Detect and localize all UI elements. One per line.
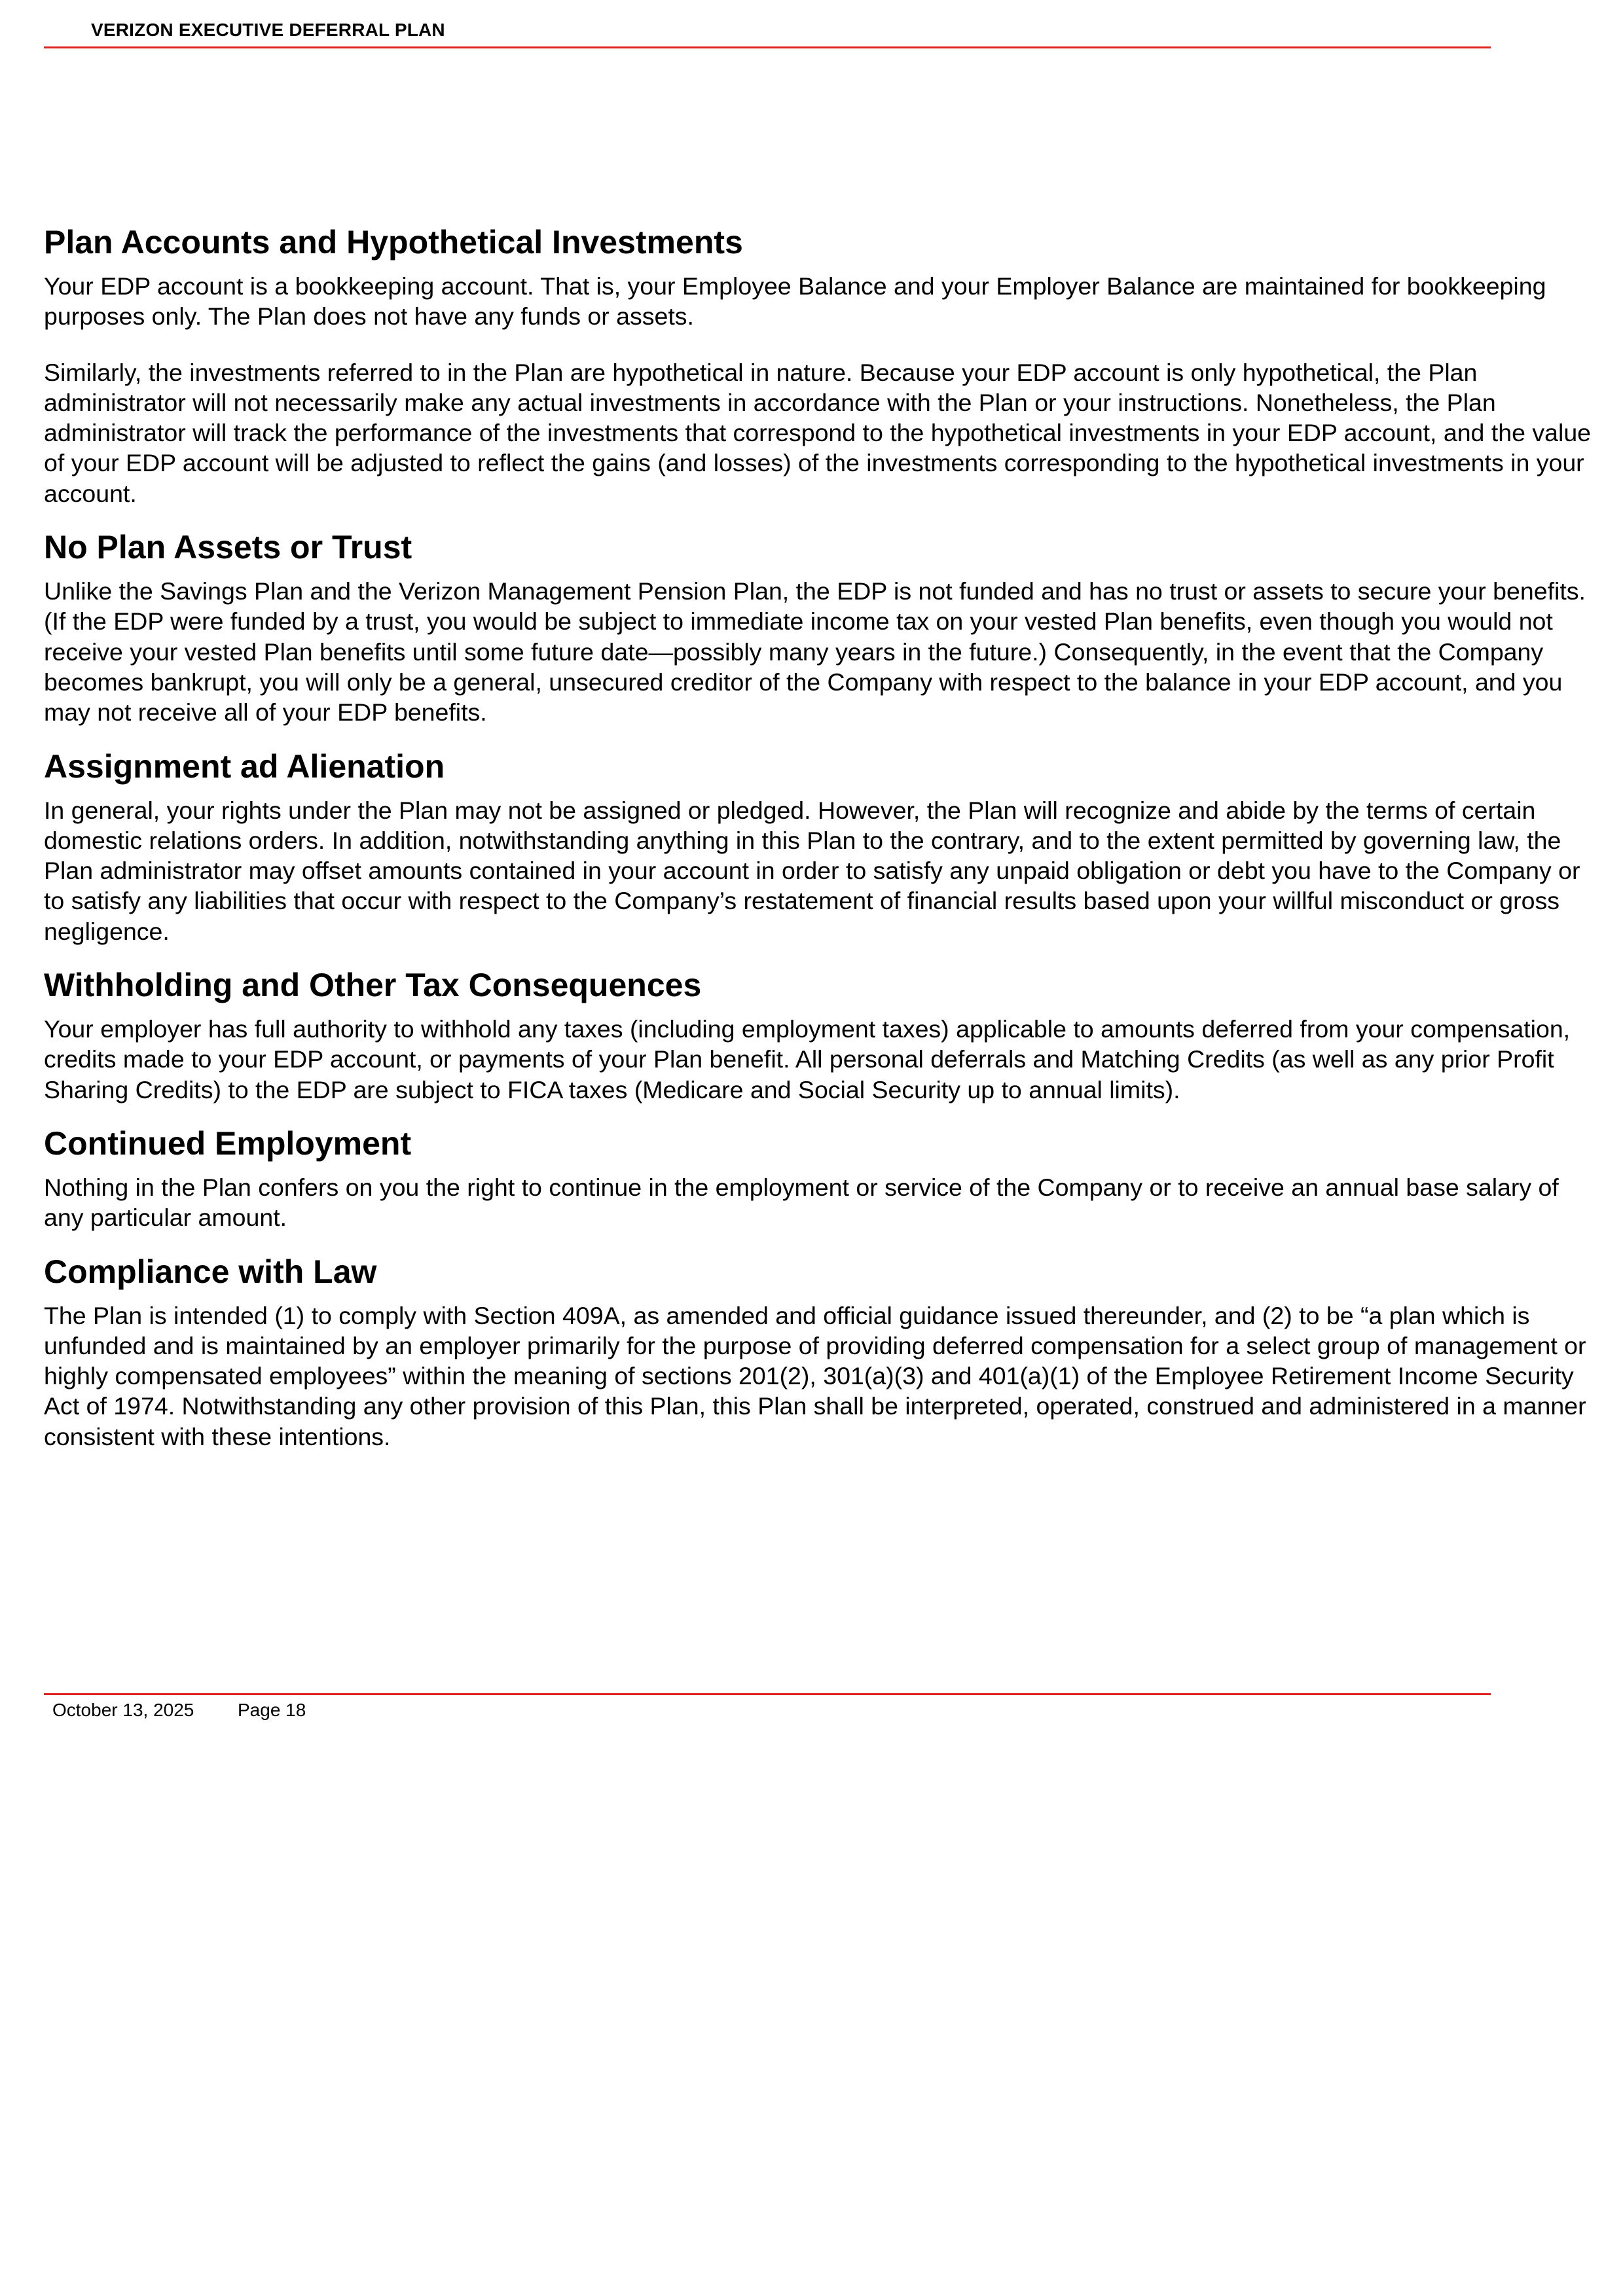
- section-heading: Continued Employment: [44, 1124, 412, 1162]
- section-plan-accounts: [44, 223, 1602, 509]
- paragraph: Your employer has full authority to withhold any taxes (including employment taxes) applicable to amounts deferred from your compensation, credits made to your EDP account, or payments of your Plan benefit. All personal deferrals and Matching Credits (as well as any prior Profit Sharing Credits) to the EDP are subject to FICA taxes (Medicare and Social Security up to annual limits).: [44, 1015, 1571, 1103]
- section-withholding-tax: [44, 965, 1602, 1105]
- paragraph: Your EDP account is a bookkeeping account. That is, your Employee Balance and your Employer Balance are maintained for bookkeeping purposes only. The Plan does not have any funds or assets.: [44, 272, 1546, 331]
- paragraph: In general, your rights under the Plan may not be assigned or pledged. However, the Plan will recognize and abide by the terms of certain domestic relations orders. In addition, notwithstanding anything in this Plan to the contrary, and to the extent permitted by governing law, the Plan administrator may offset amounts contained in your account in order to satisfy any unpaid obligation or debt you have to the Company or to satisfy any liabilities that occur with respect to the Company’s restatement of financial results based upon your willful misconduct or gross negligence.: [44, 796, 1580, 945]
- footer-date: October 13, 2025: [52, 1700, 194, 1720]
- section-heading: No Plan Assets or Trust: [44, 529, 412, 566]
- page-number: Page 18: [238, 1700, 306, 1720]
- section-heading: Compliance with Law: [44, 1253, 377, 1290]
- footer-rule: [44, 1693, 1491, 1695]
- section-compliance-with-law: [44, 1252, 1602, 1452]
- section-heading: Assignment ad Alienation: [44, 747, 445, 785]
- paragraph: Similarly, the investments referred to in the Plan are hypothetical in nature. Because your EDP account is only hypothetical, the Plan administrator will not necessarily make any actual investments in accordance with the Plan or your instructions. Nonetheless, the Plan administrator will track the performance of the investments that correspond to the hypothetical investments in your EDP account, and the value of your EDP account will be adjusted to reflect the gains (and losses) of the investments corresponding to the hypothetical investments in your account.: [44, 358, 1592, 507]
- section-assignment-alienation: [44, 747, 1602, 946]
- section-heading: Withholding and Other Tax Consequences: [44, 967, 702, 1004]
- paragraph: Unlike the Savings Plan and the Verizon Management Pension Plan, the EDP is not funded and has no trust or assets to secure your benefits. (If the EDP were funded by a trust, you would be subject to immediate income tax on your vested Plan benefits, even though you would not receive your vested Plan benefits until some future date—possibly many years in the future.) Consequently, in the event that the Company becomes bankrupt, you will only be a general, unsecured creditor of the Company with respect to the balance in your EDP account, and you may not receive all of your EDP benefits.: [44, 577, 1586, 726]
- running-header-title: VERIZON EXECUTIVE DEFERRAL PLAN: [91, 20, 445, 40]
- document-body: [44, 223, 1602, 1471]
- paragraph: The Plan is intended (1) to comply with Section 409A, as amended and official guidance issued thereunder, and (2) to be “a plan which is unfunded and is maintained by an employer primarily for the purpose of providing deferred compensation for a select group of management or highly compensated employees” within the meaning of sections 201(2), 301(a)(3) and 401(a)(1) of the Employee Retirement Income Security Act of 1974. Notwithstanding any other provision of this Plan, this Plan shall be interpreted, operated, construed and administered in a manner consistent with these intentions.: [44, 1301, 1586, 1450]
- section-heading: Plan Accounts and Hypothetical Investments: [44, 224, 743, 260]
- header-rule: [44, 46, 1491, 48]
- section-no-plan-assets: [44, 528, 1602, 727]
- section-continued-employment: [44, 1124, 1602, 1233]
- paragraph: Nothing in the Plan confers on you the right to continue in the employment or service of the Company or to receive an annual base salary of any particular amount.: [44, 1173, 1559, 1232]
